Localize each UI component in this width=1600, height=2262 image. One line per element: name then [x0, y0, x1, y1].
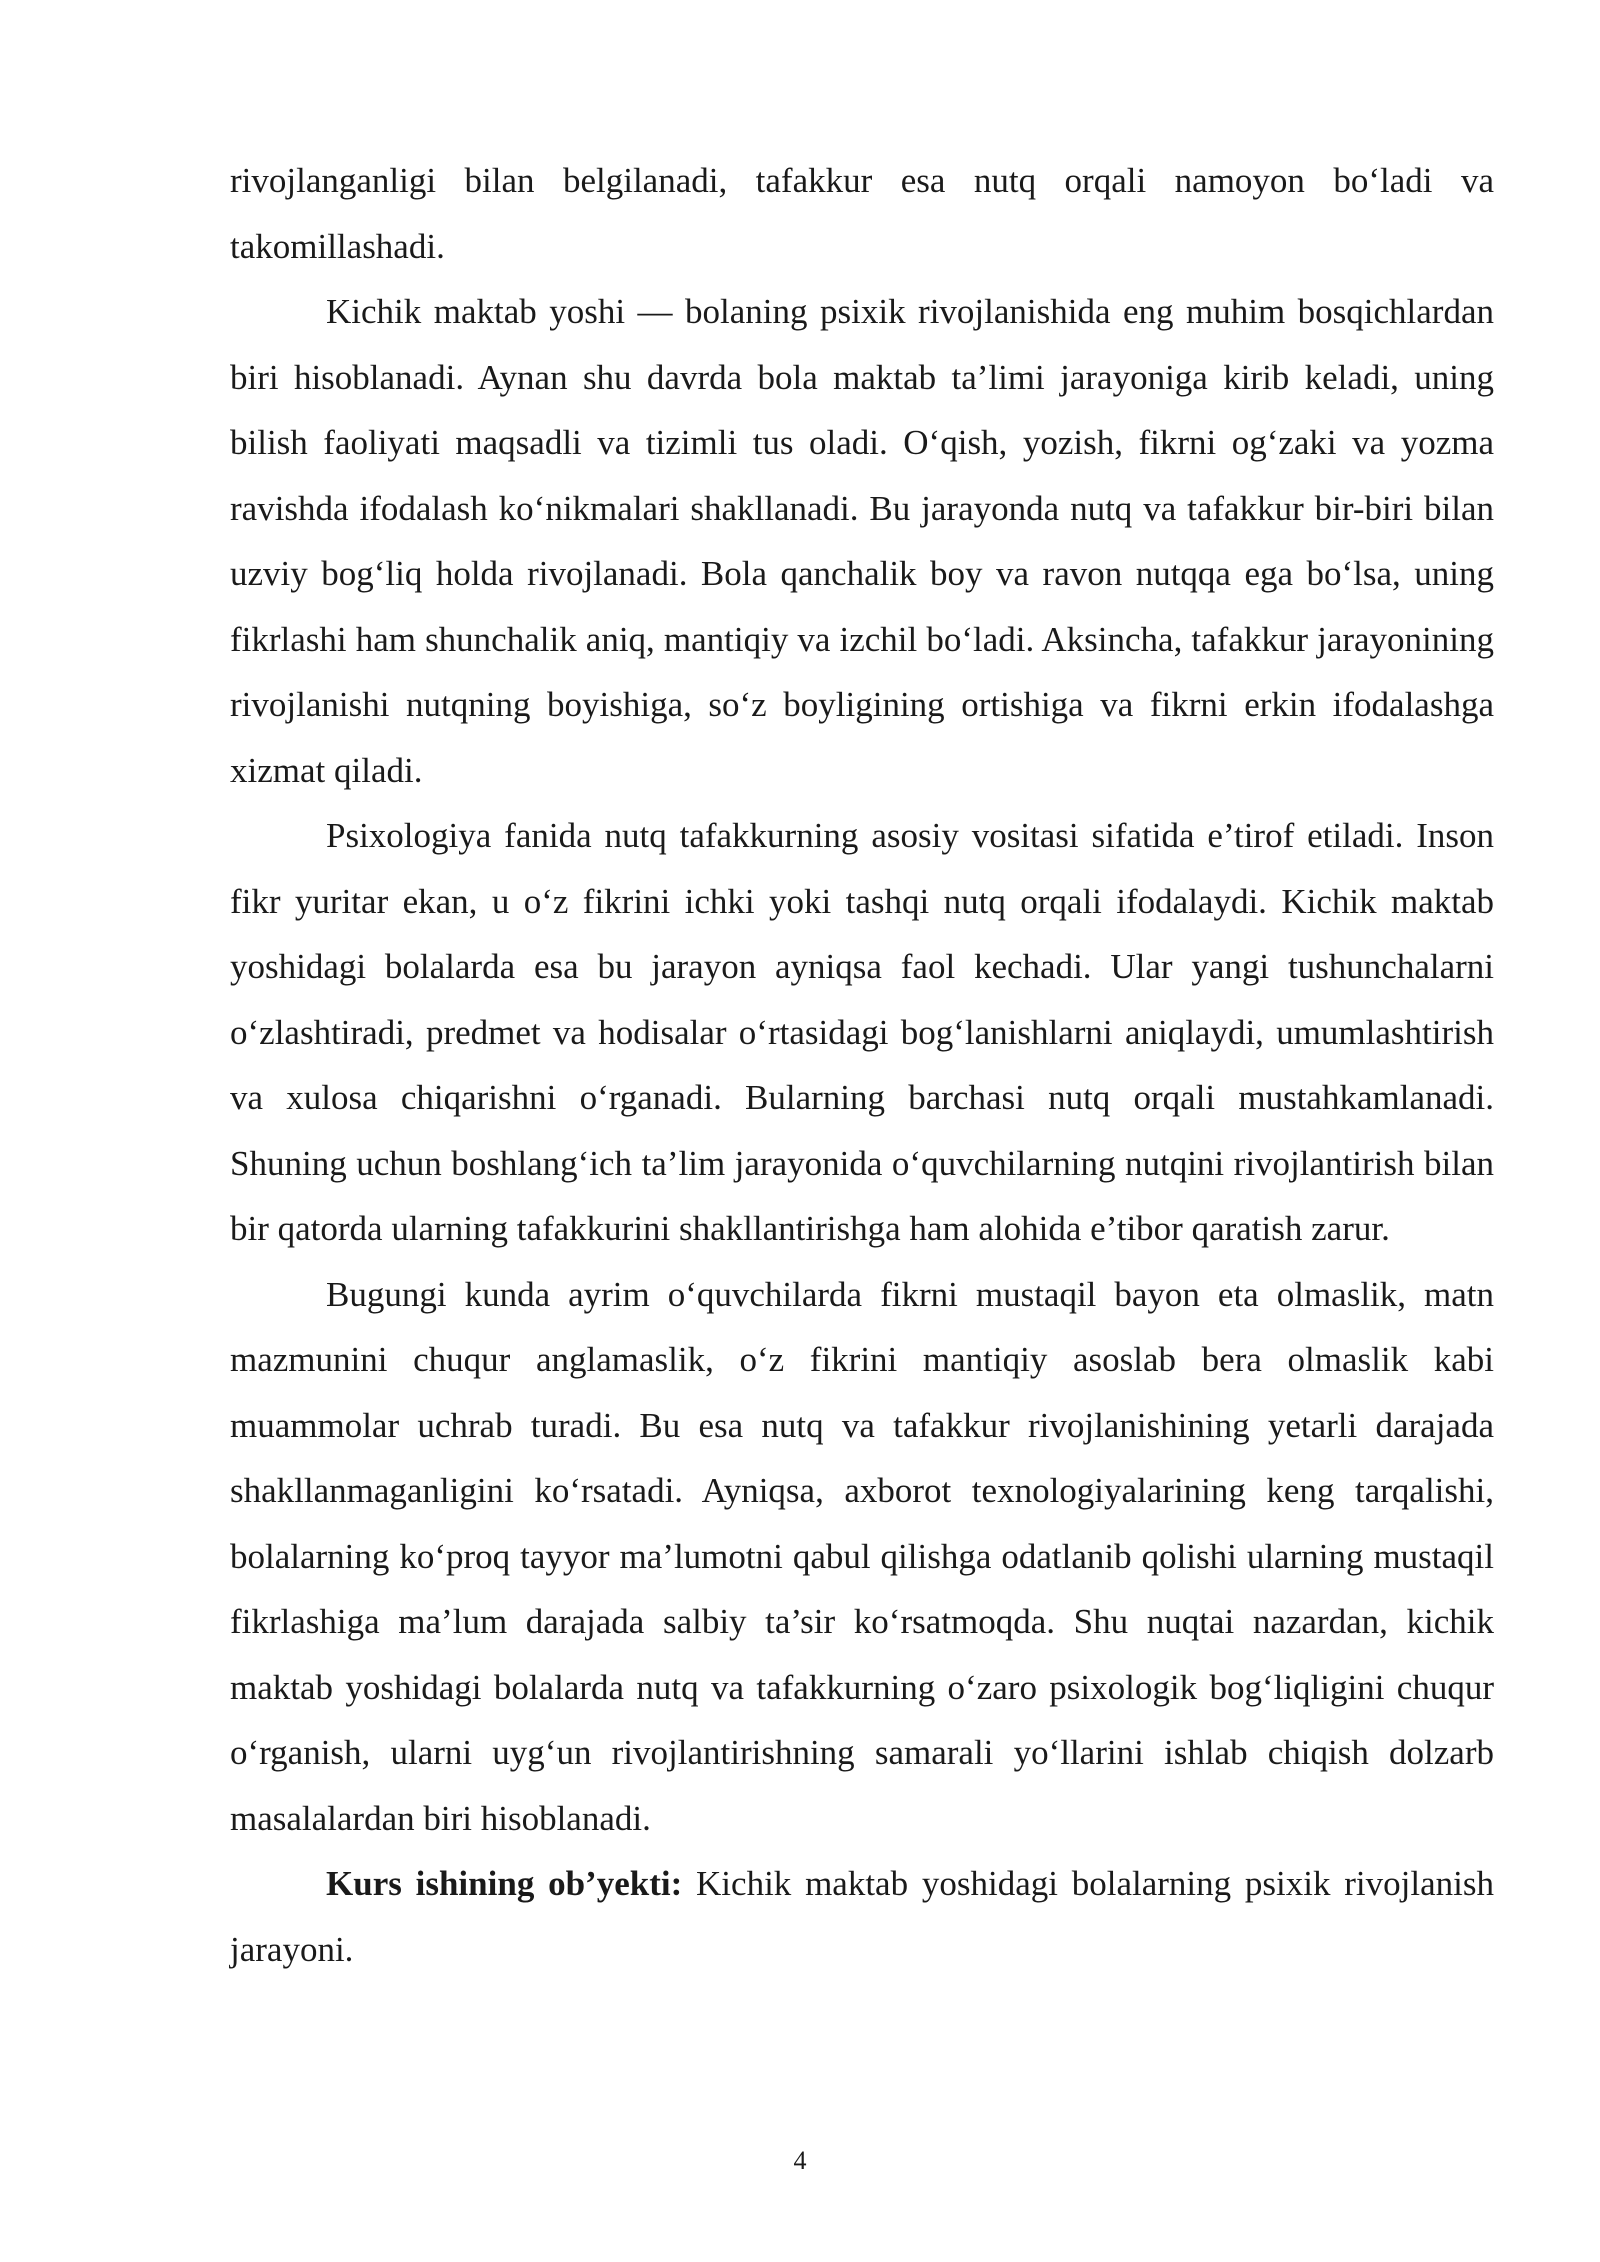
page-number: 4	[793, 2146, 807, 2175]
paragraph-psychology: Psixologiya fanida nutq tafakkurning asosiy vositasi sifatida e’tirof etiladi. Inson fikr yuritar ekan, u o‘z fikrini ichki yoki tashqi nutq orqali ifodalaydi. Kichik maktab yoshidagi bolalarda esa bu jarayon ayniqsa faol kechadi. Ular yangi tushunchalarni o‘zlashtiradi, predmet va hodisalar o‘rtasidagi bog‘lanishlarni aniqlaydi, umumlashtirish va xulosa chiqarishni o‘rganadi. Bularning barchasi nutq orqali mustahkamlanadi. Shuning uchun boshlang‘ich ta’lim jarayonida o‘quvchilarning nutqini rivojlantirish bilan bir qatorda ularning tafakkurini shakllantirishga ham alohida e’tibor qaratish zarur.	[230, 816, 1494, 1248]
paragraph-current-problems: Bugungi kunda ayrim o‘quvchilarda fikrni mustaqil bayon eta olmaslik, matn mazmunini chuqur anglamaslik, o‘z fikrini mantiqiy asoslab bera olmaslik kabi muammolar uchrab turadi. Bu esa nutq va tafakkur rivojlanishining yetarli darajada shakllanmaganligini ko‘rsatadi. Ayniqsa, axborot texnologiyalarining keng tarqalishi, bolalarning ko‘proq tayyor ma’lumotni qabul qilishga odatlanib qolishi ularning mustaqil fikrlashiga ma’lum darajada salbiy ta’sir ko‘rsatmoqda. Shu nuqtai nazardan, kichik maktab yoshidagi bolalarda nutq va tafakkurning o‘zaro psixologik bog‘liqligini chuqur o‘rganish, ularni uyg‘un rivojlantirishning samarali yo‘llarini ishlab chiqish dolzarb masalalardan biri hisoblanadi.	[230, 1274, 1494, 1838]
paragraph-continuation: rivojlanganligi bilan belgilanadi, tafakkur esa nutq orqali namoyon bo‘ladi va takomillashadi.	[230, 161, 1494, 266]
document-body	[230, 148, 1494, 1982]
paragraph-course-object	[230, 1851, 1494, 1982]
course-object-text: Kichik maktab yoshidagi bolalarning psixik rivojlanish jarayoni.	[230, 1864, 1494, 1969]
course-object-label: Kurs ishining ob’yekti:	[326, 1864, 683, 1903]
paragraph-primary-school-age: Kichik maktab yoshi — bolaning psixik rivojlanishida eng muhim bosqichlardan biri hisoblanadi. Aynan shu davrda bola maktab ta’limi jarayoniga kirib keladi, uning bilish faoliyati maqsadli va tizimli tus oladi. O‘qish, yozish, fikrni og‘zaki va yozma ravishda ifodalash ko‘nikmalari shakllanadi. Bu jarayonda nutq va tafakkur bir-biri bilan uzviy bog‘liq holda rivojlanadi. Bola qanchalik boy va ravon nutqqa ega bo‘lsa, uning fikrlashi ham shunchalik aniq, mantiqiy va izchil bo‘ladi. Aksincha, tafakkur jarayonining rivojlanishi nutqning boyishiga, so‘z boyligining ortishiga va fikrni erkin ifodalashga xizmat qiladi.	[230, 292, 1494, 790]
